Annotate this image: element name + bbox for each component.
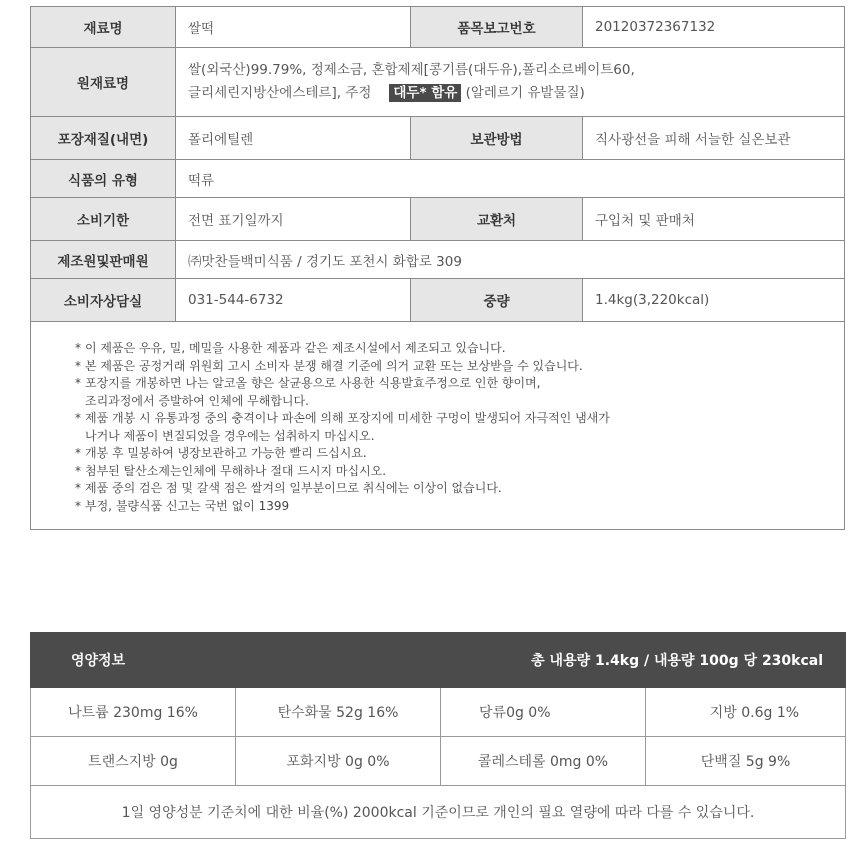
nutrient-fat: 지방 0.6g 1% xyxy=(646,688,846,737)
raw-materials-value xyxy=(176,48,845,117)
food-type-label: 식품의 유형 xyxy=(31,160,176,198)
nutrition-title: 영양정보 xyxy=(31,633,441,688)
note-line: 포장지를 개봉하면 나는 알코올 향은 살균용으로 사용한 식용발효주정으로 인한 향이며, xyxy=(85,376,541,390)
nutrition-header xyxy=(31,633,846,688)
raw-materials-line-1: 쌀(외국산)99.79%, 정제소금, 혼합제제[콩기름(대두유),폴리소르베이트60, xyxy=(188,62,635,78)
material-name-label: 재료명 xyxy=(31,7,176,48)
note-line: 조리과정에서 증발하여 인체에 무해합니다. xyxy=(85,393,309,408)
note-item xyxy=(75,340,824,358)
nutrition-table xyxy=(30,632,846,839)
nutrient-saturated-fat: 포화지방 0g 0% xyxy=(236,737,441,786)
info-row-raw-materials xyxy=(31,48,845,117)
storage-label: 보관방법 xyxy=(411,117,583,160)
report-no-label: 품목보고번호 xyxy=(411,7,583,48)
storage-value: 직사광선을 피해 서늘한 실온보관 xyxy=(583,117,845,160)
note-item xyxy=(75,358,824,376)
note-item xyxy=(75,445,824,463)
package-label: 포장재질(내면) xyxy=(31,117,176,160)
note-item xyxy=(75,375,824,410)
nutrient-carbohydrate: 탄수화물 52g 16% xyxy=(236,688,441,737)
note-line: 첨부된 탈산소제는인체에 무해하나 절대 드시지 마십시오. xyxy=(85,463,387,478)
note-star: * xyxy=(75,481,81,495)
nutrition-footer xyxy=(31,786,846,839)
note-line: 제품 개봉 시 유통과정 중의 충격이나 파손에 의해 포장지에 미세한 구멍이 발생되어 자극적인 냄새가 xyxy=(85,411,610,425)
note-star: * xyxy=(75,341,81,355)
nutrient-cholesterol: 콜레스테롤 0mg 0% xyxy=(441,737,646,786)
maker-label: 제조원및판매원 xyxy=(31,241,176,279)
nutrient-sugar: 당류0g 0% xyxy=(441,688,646,737)
exchange-value: 구입처 및 판매처 xyxy=(583,198,845,241)
nutrition-row-2 xyxy=(31,737,846,786)
note-line: 이 제품은 우유, 밀, 메밀을 사용한 제품과 같은 제조시설에서 제조되고 있습니다. xyxy=(85,341,506,355)
info-row-type xyxy=(31,160,845,198)
nutrient-sodium: 나트륨 230mg 16% xyxy=(31,688,236,737)
raw-materials-line-2-text: 글리세린지방산에스테르], 주정 xyxy=(188,85,372,101)
weight-value: 1.4kg(3,220kcal) xyxy=(583,279,845,322)
note-star: * xyxy=(75,446,81,460)
note-item xyxy=(75,498,824,516)
note-star: * xyxy=(75,411,81,425)
note-line: 제품 중의 검은 점 및 갈색 점은 쌀겨의 일부분이므로 취식에는 이상이 없습니다. xyxy=(85,481,502,495)
note-line: 개봉 후 밀봉하여 냉장보관하고 가능한 빨리 드십시요. xyxy=(85,446,367,460)
notes-list xyxy=(75,340,824,515)
info-row-package xyxy=(31,117,845,160)
expiry-label: 소비기한 xyxy=(31,198,176,241)
notes-cell xyxy=(31,322,845,530)
exchange-label: 교환처 xyxy=(411,198,583,241)
nutrition-row-1 xyxy=(31,688,846,737)
info-row-consult xyxy=(31,279,845,322)
package-value: 폴리에틸렌 xyxy=(176,117,411,160)
note-line: 본 제품은 공정거래 위원회 고시 소비자 분쟁 해결 기준에 의거 교환 또는 보상받을 수 있습니다. xyxy=(85,358,583,373)
nutrition-summary: 총 내용량 1.4kg / 내용량 100g 당 230kcal xyxy=(441,633,846,688)
note-star: * xyxy=(75,358,81,373)
note-star: * xyxy=(75,376,81,390)
note-item xyxy=(75,480,824,498)
note-star: * xyxy=(75,498,81,513)
nutrient-trans-fat: 트랜스지방 0g xyxy=(31,737,236,786)
consult-label: 소비자상담실 xyxy=(31,279,176,322)
info-row-material xyxy=(31,7,845,48)
allergy-note: (알레르기 유발물질) xyxy=(465,85,585,101)
info-row-notes xyxy=(31,322,845,530)
note-item xyxy=(75,410,824,445)
note-line: 부정, 불량식품 신고는 국번 없이 1399 xyxy=(85,498,290,513)
material-name-value: 쌀떡 xyxy=(176,7,411,48)
info-row-maker xyxy=(31,241,845,279)
raw-materials-line-2 xyxy=(188,82,832,105)
weight-label: 중량 xyxy=(411,279,583,322)
product-info-table xyxy=(30,6,845,530)
maker-value: ㈜맛찬들백미식품 / 경기도 포천시 화합로 309 xyxy=(176,241,845,279)
consult-value: 031-544-6732 xyxy=(176,279,411,322)
report-no-value: 20120372367132 xyxy=(583,7,845,48)
note-star: * xyxy=(75,463,81,478)
expiry-value: 전면 표기일까지 xyxy=(176,198,411,241)
raw-materials-label: 원재료명 xyxy=(31,48,176,117)
nutrient-protein: 단백질 5g 9% xyxy=(646,737,846,786)
nutrition-footnote: 1일 영양성분 기준치에 대한 비율(%) 2000kcal 기준이므로 개인의 필요 열량에 따라 다를 수 있습니다. xyxy=(31,786,846,839)
allergy-badge: 대두* 함유 xyxy=(389,84,461,102)
note-line: 나거나 제품이 변질되었을 경우에는 섭취하지 마십시오. xyxy=(85,428,375,443)
food-type-value: 떡류 xyxy=(176,160,845,198)
note-item xyxy=(75,463,824,481)
info-row-expiry xyxy=(31,198,845,241)
